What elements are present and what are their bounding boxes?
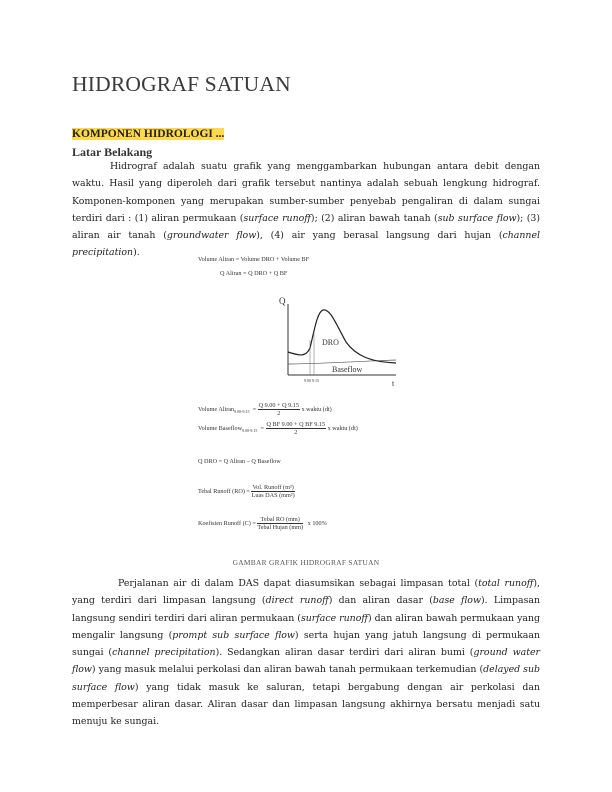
text-run: ) dan aliran bawah permukaan yang mengalir langsung (	[72, 612, 541, 641]
italic-term: groundwater flow	[166, 230, 257, 242]
italic-term: direct runoff	[265, 595, 329, 607]
eq-denominator: 2	[294, 429, 298, 436]
dro-label: DRO	[322, 338, 339, 347]
equation-q-aliran: Q Aliran = Q DRO + Q BF	[220, 270, 288, 277]
paragraph-2	[72, 575, 540, 731]
subheading: Latar Belakang	[72, 145, 153, 159]
eq-denominator: Tebal Hujan (mm)	[257, 524, 304, 531]
text-run: Hidrograf adalah suatu grafik yang menggambarkan hubungan antara debit dengan waktu. Hasil yang diperoleh dari grafik tersebut nantinya adalah sebuah lengkung hidrograf. Komponen-komponen yang merupakan sumber-sumber penyebab pengaliran di dalam sungai terdiri dari : (1) aliran permukaan (	[72, 161, 540, 224]
eq-text: Volume Baseflow	[198, 424, 243, 432]
text-run: ) yang masuk melalui perkolasi dan aliran bawah tanah permukaan terkemudian (	[91, 664, 484, 676]
text-run: ) yang tidak masuk ke saluran, tetapi bergabung dengan air perkolasi dan memperbesar aliran dasar. Aliran dasar dan limpasan langsung akhirnya bersatu menjadi satu menuju ke sungai.	[72, 681, 541, 728]
eq-text: x 100%	[307, 519, 327, 527]
figure-caption: GAMBAR GRAFIK HIDROGRAF SATUAN	[232, 558, 380, 567]
baseflow-line	[288, 360, 396, 364]
eq-text: x waktu (dt)	[301, 405, 332, 413]
eq-fraction	[266, 421, 327, 436]
eq-fraction	[258, 402, 300, 417]
text-run: ) dan aliran dasar (	[328, 595, 433, 607]
equation-q-dro: Q DRO = Q Aliran – Q Baseflow	[198, 458, 281, 465]
eq-fraction	[251, 484, 294, 499]
eq-numerator: Tebal RO (mm)	[257, 516, 303, 524]
text-run: ).	[133, 247, 140, 259]
axis-y-label: Q	[279, 296, 286, 306]
text-run: ), yang terdiri dari limpasan langsung (	[72, 578, 540, 607]
text-run: Perjalanan air di dalam DAS dapat diasumsikan sebagai limpasan total (	[118, 578, 479, 589]
italic-term: channel precipitation	[72, 230, 540, 259]
italic-term: channel precipitation	[112, 647, 216, 659]
equation-volume: Volume Aliran = Volume DRO + Volume BF	[198, 256, 310, 263]
italic-term: total runoff	[478, 578, 534, 589]
italic-term: surface runoff	[243, 212, 311, 224]
eq-denominator: 2	[277, 410, 281, 417]
text-run: ), (4) air yang berasal langsung dari hujan (	[256, 230, 503, 242]
equation-volume-baseflow: Volume Baseflow$_{9.00-9.15}$ = $\frac{\text{Q BF 9.00 + Q BF 9.15}}{2}$ x waktu (dt)	[198, 421, 358, 436]
italic-term: delayed sub surface flow	[72, 664, 540, 693]
tick-label: 9.00 9.15	[304, 378, 319, 383]
hydrograph-curve	[288, 310, 396, 363]
text-run: ) serta hujan yang jatuh langsung di permukaan sungai (	[72, 629, 540, 659]
text-run: ); (3) aliran air tanah (	[72, 212, 541, 242]
italic-term: base flow	[432, 595, 481, 607]
italic-term: sub surface flow	[437, 212, 517, 224]
eq-denominator: Luas DAS (mm²)	[251, 492, 295, 499]
text-run: ); (2) aliran bawah tanah (	[310, 212, 438, 224]
italic-term: surface runoff	[300, 612, 368, 624]
eq-text: x waktu (dt)	[327, 424, 358, 432]
baseflow-label: Baseflow	[332, 365, 363, 374]
paragraph-1	[72, 158, 540, 262]
eq-text: Volume Aliran	[198, 405, 235, 413]
eq-numerator: Q BF 9.00 + Q BF 9.15	[266, 421, 326, 428]
text-run: ). Sedangkan aliran dasar terdiri dari aliran bumi (	[215, 647, 474, 659]
eq-subscript: 9.00-9.15	[234, 409, 250, 415]
equation-koefisien-runoff	[198, 516, 327, 531]
eq-text: Koefisien Runoff (C) =	[198, 519, 256, 527]
eq-text: Tebal Runoff (RO) =	[198, 487, 250, 495]
equation-tebal-runoff	[198, 484, 295, 499]
italic-term: prompt sub surface flow	[172, 629, 295, 641]
italic-term: ground water flow	[72, 647, 540, 676]
text-run: ). Limpasan langsung sendiri terdiri dari aliran permukaan (	[72, 595, 541, 624]
page-title: HIDROGRAF SATUAN	[72, 72, 291, 96]
eq-numerator: Vol. Runoff (m³)	[252, 484, 294, 491]
eq-fraction	[257, 516, 303, 531]
section-heading-text: KOMPONEN HIDROLOGI ...	[72, 128, 225, 140]
equation-volume-aliran: Volume Aliran$_{9.00-9.15}$ = $\frac{Q 9.00 + Q 9.15}{2}$ x waktu (dt)	[198, 402, 332, 417]
axis-x-label: t	[392, 379, 395, 388]
hydrograph-figure	[196, 252, 418, 542]
eq-subscript: 9.00-9.15	[242, 428, 258, 434]
section-heading	[72, 128, 224, 140]
eq-numerator: Q 9.00 + Q 9.15	[258, 402, 299, 409]
